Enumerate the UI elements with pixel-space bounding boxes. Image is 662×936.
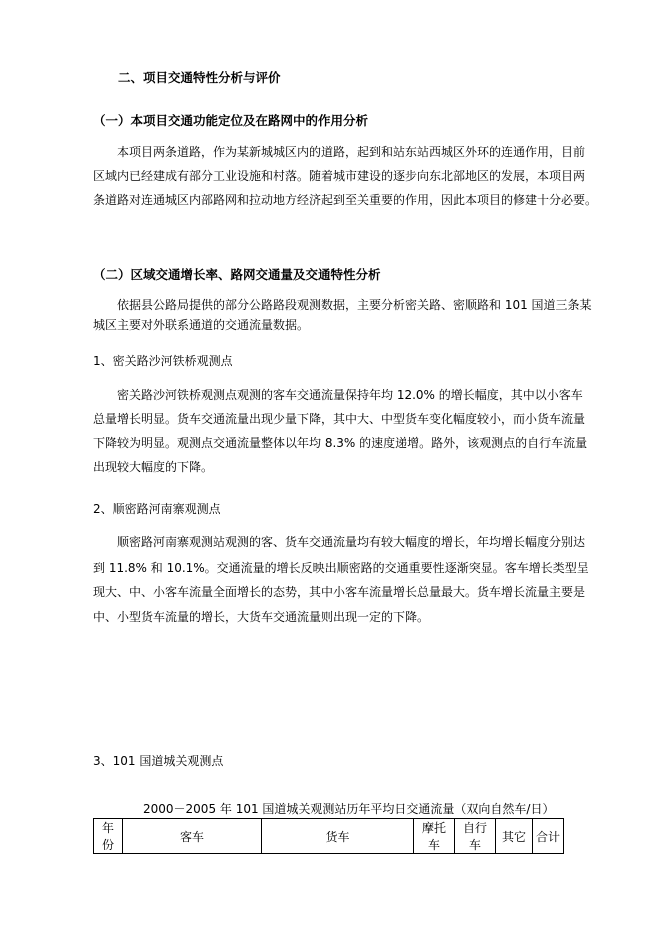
- paragraph-line: 出现较大幅度的下降。: [93, 460, 214, 474]
- paragraph-line: 现大、中、小客车流量全面增长的态势，其中小客车流量增长总量最大。货车增长流量主要是: [93, 585, 586, 599]
- paragraph-line: 中、小型货车流量的增长，大货车交通流量则出现一定的下降。: [93, 610, 430, 624]
- traffic-table: [93, 818, 564, 854]
- table-header-cell: 货车: [262, 819, 414, 854]
- point-1-title: 1、密关路沙河铁桥观测点: [93, 354, 233, 368]
- table-header-cell: 自行车: [455, 819, 496, 854]
- subsection-2-heading: （二）区域交通增长率、路网交通量及交通特性分析: [93, 267, 381, 282]
- paragraph-line: 总量增长明显。货车交通流量出现少量下降，其中大、中型货车变化幅度较小，而小货车流量: [93, 412, 586, 426]
- paragraph-line: 本项目两条道路，作为某新城城区内的道路，起到和站东站西城区外环的连通作用，目前: [117, 145, 586, 159]
- paragraph-line: 密关路沙河铁桥观测点观测的客车交通流量保持年均 12.0% 的增长幅度，其中以小客车: [117, 388, 583, 402]
- table-header-cell: 摩托车: [414, 819, 455, 854]
- point-3-title: 3、101 国道城关观测点: [93, 754, 224, 768]
- paragraph-line: 区域内已经建成有部分工业设施和村落。随着城市建设的逐步向东北部地区的发展，本项目两: [93, 169, 586, 183]
- table-header-cell: 年份: [94, 819, 123, 854]
- subsection-1-heading: （一）本项目交通功能定位及在路网中的作用分析: [93, 113, 369, 128]
- paragraph-line: 依据县公路局提供的部分公路路段观测数据，主要分析密关路、密顺路和 101 国道三条某: [117, 298, 592, 312]
- table-header-cell: 客车: [123, 819, 262, 854]
- paragraph-line: 下降较为明显。观测点交通流量整体以年均 8.3% 的速度递增。路外，该观测点的自行车流量: [93, 436, 588, 450]
- paragraph-line: 城区主要对外联系通道的交通流量数据。: [93, 318, 310, 332]
- table-header-cell: 合计: [533, 819, 564, 854]
- paragraph-line: 条道路对连通城区内部路网和拉动地方经济起到至关重要的作用，因此本项目的修建十分必要。: [93, 193, 598, 207]
- point-2-title: 2、顺密路河南寨观测点: [93, 502, 221, 516]
- section-title: 二、项目交通特性分析与评价: [118, 70, 281, 85]
- paragraph-line: 到 11.8% 和 10.1%。交通流量的增长反映出顺密路的交通重要性逐渐突显。客车增长类型呈: [93, 561, 589, 575]
- table-header-row: [94, 819, 564, 854]
- table-caption: 2000－2005 年 101 国道城关观测站历年平均日交通流量（双向自然车/日）: [143, 802, 555, 816]
- table-header-cell: 其它: [496, 819, 533, 854]
- paragraph-line: 顺密路河南寨观测站观测的客、货车交通流量均有较大幅度的增长，年均增长幅度分别达: [117, 535, 586, 549]
